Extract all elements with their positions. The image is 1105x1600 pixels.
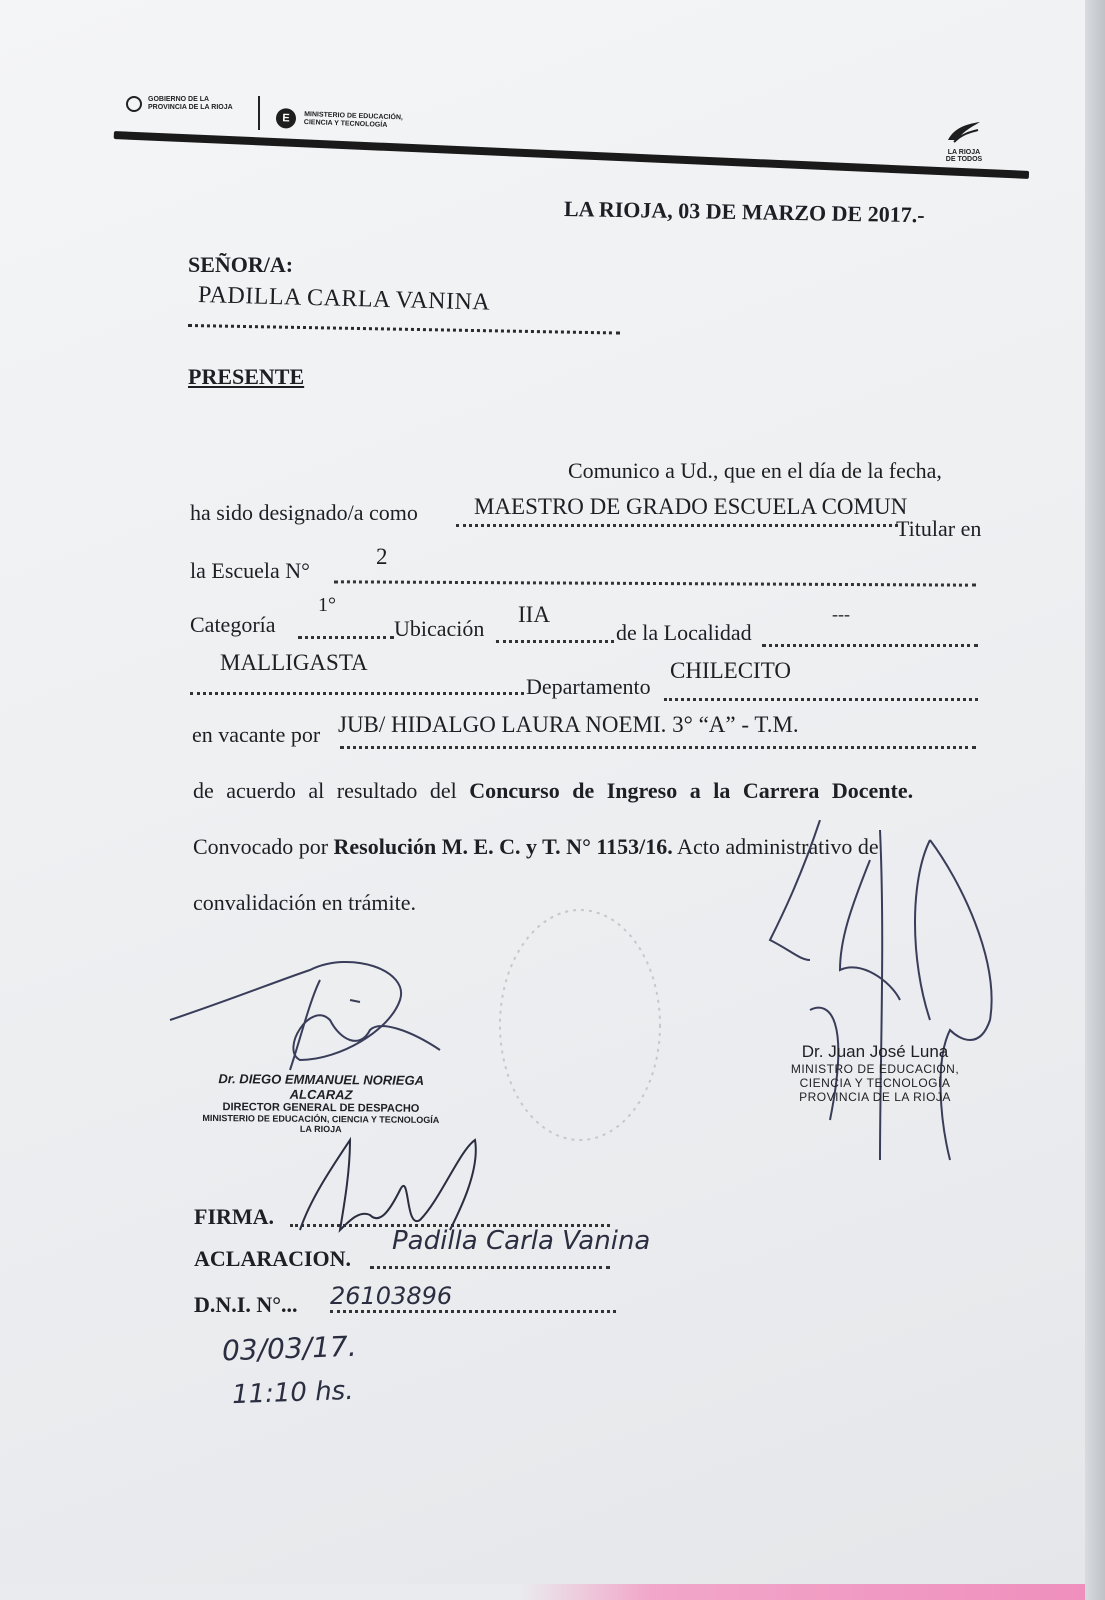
minister-title-2: CIENCIA Y TECNOLOGÍA [799, 1076, 951, 1090]
paragraph-concurso [193, 778, 913, 804]
localidad-value-dotted-line [190, 680, 524, 695]
director-stamp [186, 1071, 457, 1135]
ubicacion-value: IIA [518, 602, 550, 627]
receipt-date-handwritten: 03/03/17. [221, 1329, 358, 1368]
localidad-label: de la Localidad [616, 620, 752, 645]
director-org: MINISTERIO DE EDUCACIÓN, CIENCIA Y TECNOLOGÍA [202, 1112, 440, 1126]
cargo-value: MAESTRO DE GRADO ESCUELA COMUN [474, 494, 908, 519]
la-rioja-brand-logo [944, 120, 984, 163]
resolucion-tail: Acto administrativo de [672, 834, 879, 859]
minister-stamp [770, 1042, 980, 1104]
gov-line-2: PROVINCIA DE LA RIOJA [148, 104, 233, 111]
brand-line-1: LA RIOJA [947, 149, 981, 156]
escuela-label: la Escuela N° [190, 558, 310, 583]
minister-signature [760, 820, 1010, 1180]
vacante-label: en vacante por [192, 722, 321, 747]
resolucion-number: Resolución M. E. C. y T. N° 1153/16. [333, 834, 673, 859]
pink-paper-strip [0, 1584, 1085, 1600]
presente-heading: PRESENTE [188, 364, 305, 389]
director-place: LA RIOJA [299, 1123, 342, 1135]
brand-line-2: DE TODOS [945, 156, 983, 163]
localidad-dotted-line [762, 632, 978, 647]
vacante-value: JUB/ HIDALGO LAURA NOEMI. 3° “A” - T.M. [338, 712, 799, 737]
province-seal-icon [126, 96, 142, 112]
dni-label: D.N.I. N°... [194, 1292, 298, 1317]
director-title: DIRECTOR GENERAL DE DESPACHO [222, 1101, 420, 1115]
concurso-name: Concurso de Ingreso a la Carrera Docente. [469, 778, 914, 803]
aclaracion-handwritten: Padilla Carla Vanina [392, 1226, 651, 1256]
recipient-signature [290, 1130, 490, 1240]
paragraph-concurso-lead: de acuerdo al resultado del [193, 778, 470, 803]
categoria-dotted-line [298, 624, 394, 639]
categoria-label: Categoría [190, 612, 276, 637]
director-name: Dr. DIEGO EMMANUEL NORIEGA ALCARAZ [218, 1071, 425, 1103]
ministry-line-1: MINISTERIO DE EDUCACIÓN, [304, 110, 403, 122]
government-logo [126, 96, 233, 112]
localidad-value: MALLIGASTA [220, 650, 368, 675]
brand-swoosh-icon [944, 120, 984, 144]
designado-label: ha sido designado/a como [190, 500, 418, 525]
ubicacion-dotted-line [496, 628, 614, 643]
minister-title-1: MINISTRO DE EDUCACIÓN, [790, 1062, 960, 1076]
gov-line-1: GOBIERNO DE LA [148, 96, 210, 103]
header-separator [258, 96, 260, 130]
receipt-time-handwritten: 11:10 hs. [231, 1375, 354, 1411]
departamento-value: CHILECITO [670, 658, 791, 683]
minister-title-3: PROVINCIA DE LA RIOJA [799, 1090, 951, 1104]
firma-label: FIRMA. [194, 1204, 275, 1229]
page-edge [1085, 0, 1105, 1600]
aclaracion-dotted-line [370, 1256, 610, 1269]
paragraph-convalidacion: convalidación en trámite. [193, 890, 416, 915]
director-signature [160, 940, 480, 1090]
recipient-name: PADILLA CARLA VANINA [197, 282, 491, 316]
faint-round-stamp [490, 900, 670, 1150]
localidad-dashes: --- [832, 604, 850, 624]
ministry-badge-icon: E [276, 108, 297, 129]
ubicacion-label: Ubicación [394, 616, 485, 641]
salutation: SEÑOR/A: [188, 252, 294, 277]
categoria-value: 1° [318, 594, 336, 616]
resolucion-lead: Convocado por [193, 834, 334, 859]
intro-text: Comunico a Ud., que en el día de la fecha, [568, 458, 942, 483]
escuela-value: 2 [376, 544, 388, 569]
minister-name: Dr. Juan José Luna [801, 1042, 949, 1061]
dni-handwritten: 26103896 [330, 1282, 453, 1310]
aclaracion-label: ACLARACION. [194, 1246, 352, 1271]
letter-date: LA RIOJA, 03 DE MARZO DE 2017.- [563, 196, 925, 228]
departamento-dotted-line [664, 686, 978, 701]
titular-label: Titular en [896, 516, 982, 541]
departamento-label: Departamento [526, 674, 651, 699]
ministry-line-2: CIENCIA Y TECNOLOGÍA [303, 118, 388, 129]
